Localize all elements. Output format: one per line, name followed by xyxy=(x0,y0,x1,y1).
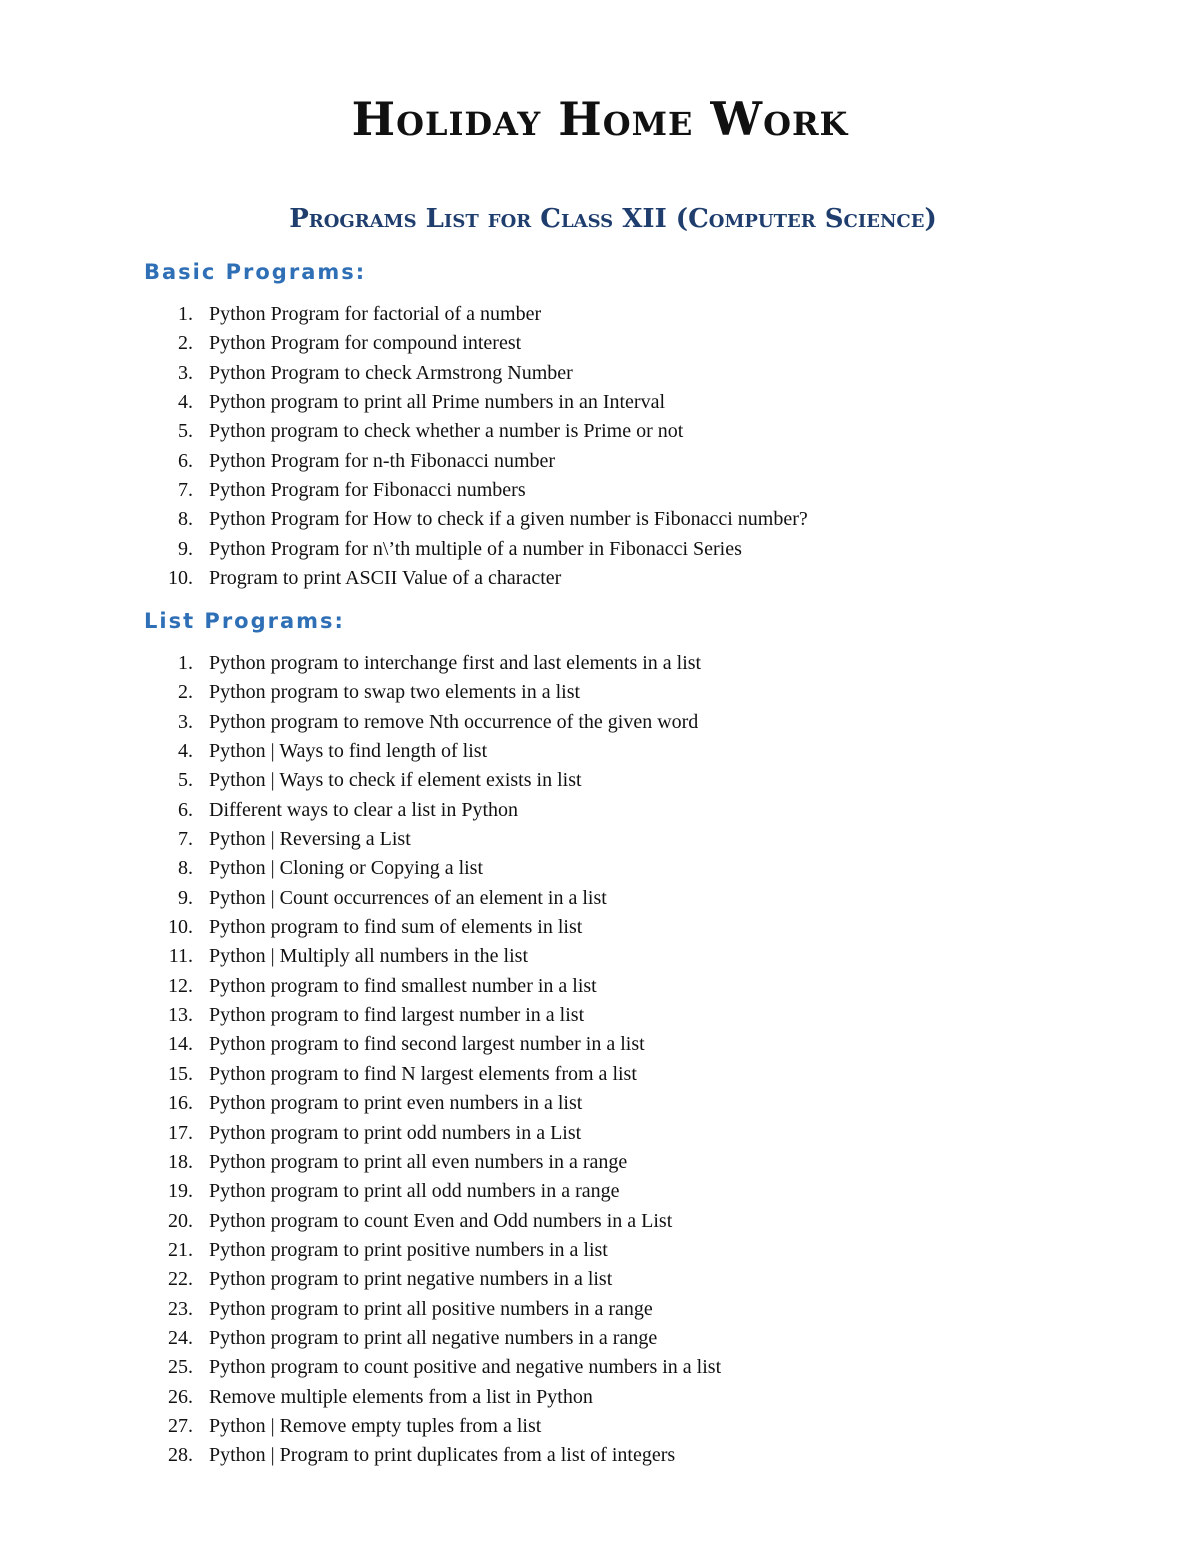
list-item-number: 6. xyxy=(178,449,193,472)
list-item-text: Python | Multiply all numbers in the list xyxy=(209,945,529,968)
list-item-text: Different ways to clear a list in Python xyxy=(209,798,519,821)
list-item-text: Python program to swap two elements in a list xyxy=(209,681,581,704)
list-item-text: Python | Remove empty tuples from a list xyxy=(209,1414,542,1437)
list-item-number: 10. xyxy=(168,916,193,939)
list-item-number: 24. xyxy=(168,1326,193,1349)
list-item-text: Python program to count Even and Odd numbers in a List xyxy=(209,1209,673,1232)
section-heading-list-programs: List Programs: xyxy=(144,609,345,633)
list-item-text: Program to print ASCII Value of a character xyxy=(209,567,562,590)
list-item-text: Python Program for Fibonacci numbers xyxy=(209,479,526,502)
list-item-number: 10. xyxy=(168,567,193,590)
list-item-text: Python | Reversing a List xyxy=(209,828,411,851)
list-item-text: Python program to print negative numbers in a list xyxy=(209,1268,613,1291)
list-item-number: 27. xyxy=(168,1414,193,1437)
page-title: Holiday Home Work xyxy=(351,92,849,146)
list-item-text: Python program to print all even numbers in a range xyxy=(209,1150,628,1173)
list-item-text: Python program to print all negative numbers in a range xyxy=(209,1326,658,1349)
list-item-number: 18. xyxy=(168,1150,193,1173)
page-subtitle: Programs List for Class XII (Computer Science) xyxy=(289,204,937,234)
list-item-text: Python | Ways to check if element exists in list xyxy=(209,769,582,792)
list-item-number: 15. xyxy=(168,1062,193,1085)
list-item-text: Python Program for n-th Fibonacci number xyxy=(209,449,556,472)
list-item-text: Python program to find largest number in a list xyxy=(209,1004,585,1027)
list-item-text: Python program to count positive and negative numbers in a list xyxy=(209,1356,722,1379)
list-item-number: 7. xyxy=(178,828,193,851)
list-item-text: Python program to interchange first and last elements in a list xyxy=(209,652,702,674)
list-item-text: Python program to print even numbers in a list xyxy=(209,1092,583,1115)
list-item-text: Python program to print positive numbers in a list xyxy=(209,1238,608,1261)
list-item-text: Python Program for compound interest xyxy=(209,332,522,355)
list-item-text: Python Program to check Armstrong Number xyxy=(209,361,573,384)
list-item-text: Python program to check whether a number is Prime or not xyxy=(209,420,684,443)
list-item-number: 8. xyxy=(178,857,193,880)
list-item-number: 4. xyxy=(178,391,193,414)
list-item-text: Python Program for n\’th multiple of a number in Fibonacci Series xyxy=(209,537,742,560)
list-item-text: Python | Cloning or Copying a list xyxy=(209,857,484,880)
list-item-number: 8. xyxy=(178,508,193,531)
list-item-number: 16. xyxy=(168,1092,193,1115)
list-item-text: Python program to print all Prime numbers in an Interval xyxy=(209,391,666,414)
list-item-text: Python program to find second largest number in a list xyxy=(209,1033,645,1056)
list-item-number: 26. xyxy=(168,1385,193,1408)
list-item-number: 25. xyxy=(168,1356,193,1379)
list-item-number: 21. xyxy=(168,1238,193,1261)
list-item-text: Python | Count occurrences of an element in a list xyxy=(209,886,607,909)
list-item-number: 14. xyxy=(168,1033,193,1056)
list-item-number: 7. xyxy=(178,479,193,502)
list-item-text: Python | Ways to find length of list xyxy=(209,740,488,763)
list-item-number: 17. xyxy=(168,1121,193,1144)
list-item-text: Python program to find N largest elements from a list xyxy=(209,1062,637,1085)
list-item-number: 2. xyxy=(178,332,193,355)
list-item-text: Python program to print all odd numbers in a range xyxy=(209,1180,620,1203)
list-item-number: 20. xyxy=(168,1209,193,1232)
list-item-number: 2. xyxy=(178,681,193,704)
list-item-number: 23. xyxy=(168,1297,193,1320)
list-item-number: 1. xyxy=(178,303,193,325)
list-item-number: 3. xyxy=(178,361,193,384)
list-item-number: 28. xyxy=(168,1444,193,1467)
list-item-number: 22. xyxy=(168,1268,193,1291)
list-item-number: 19. xyxy=(168,1180,193,1203)
list-item-text: Python program to print all positive numbers in a range xyxy=(209,1297,653,1320)
list-item-text: Python | Program to print duplicates from a list of integers xyxy=(209,1444,676,1467)
list-item-number: 12. xyxy=(168,974,193,997)
list-item-number: 5. xyxy=(178,769,193,792)
list-item-text: Python program to remove Nth occurrence of the given word xyxy=(209,710,699,733)
list-item-text: Python program to print odd numbers in a List xyxy=(209,1121,582,1144)
list-item-number: 4. xyxy=(178,740,193,763)
list-item-number: 13. xyxy=(168,1004,193,1027)
list-item-text: Python Program for factorial of a number xyxy=(209,303,542,325)
list-item-number: 3. xyxy=(178,710,193,733)
list-item-text: Python program to find sum of elements in list xyxy=(209,916,583,939)
list-item-number: 6. xyxy=(178,798,193,821)
list-item-number: 5. xyxy=(178,420,193,443)
list-item-number: 9. xyxy=(178,886,193,909)
list-item-text: Python Program for How to check if a given number is Fibonacci number? xyxy=(209,508,808,531)
list-item-number: 9. xyxy=(178,537,193,560)
list-item-number: 1. xyxy=(178,652,193,674)
list-item-text: Remove multiple elements from a list in Python xyxy=(209,1385,593,1408)
section-heading-basic-programs: Basic Programs: xyxy=(144,260,367,284)
list-item-text: Python program to find smallest number in a list xyxy=(209,974,597,997)
list-item-number: 11. xyxy=(168,945,193,968)
